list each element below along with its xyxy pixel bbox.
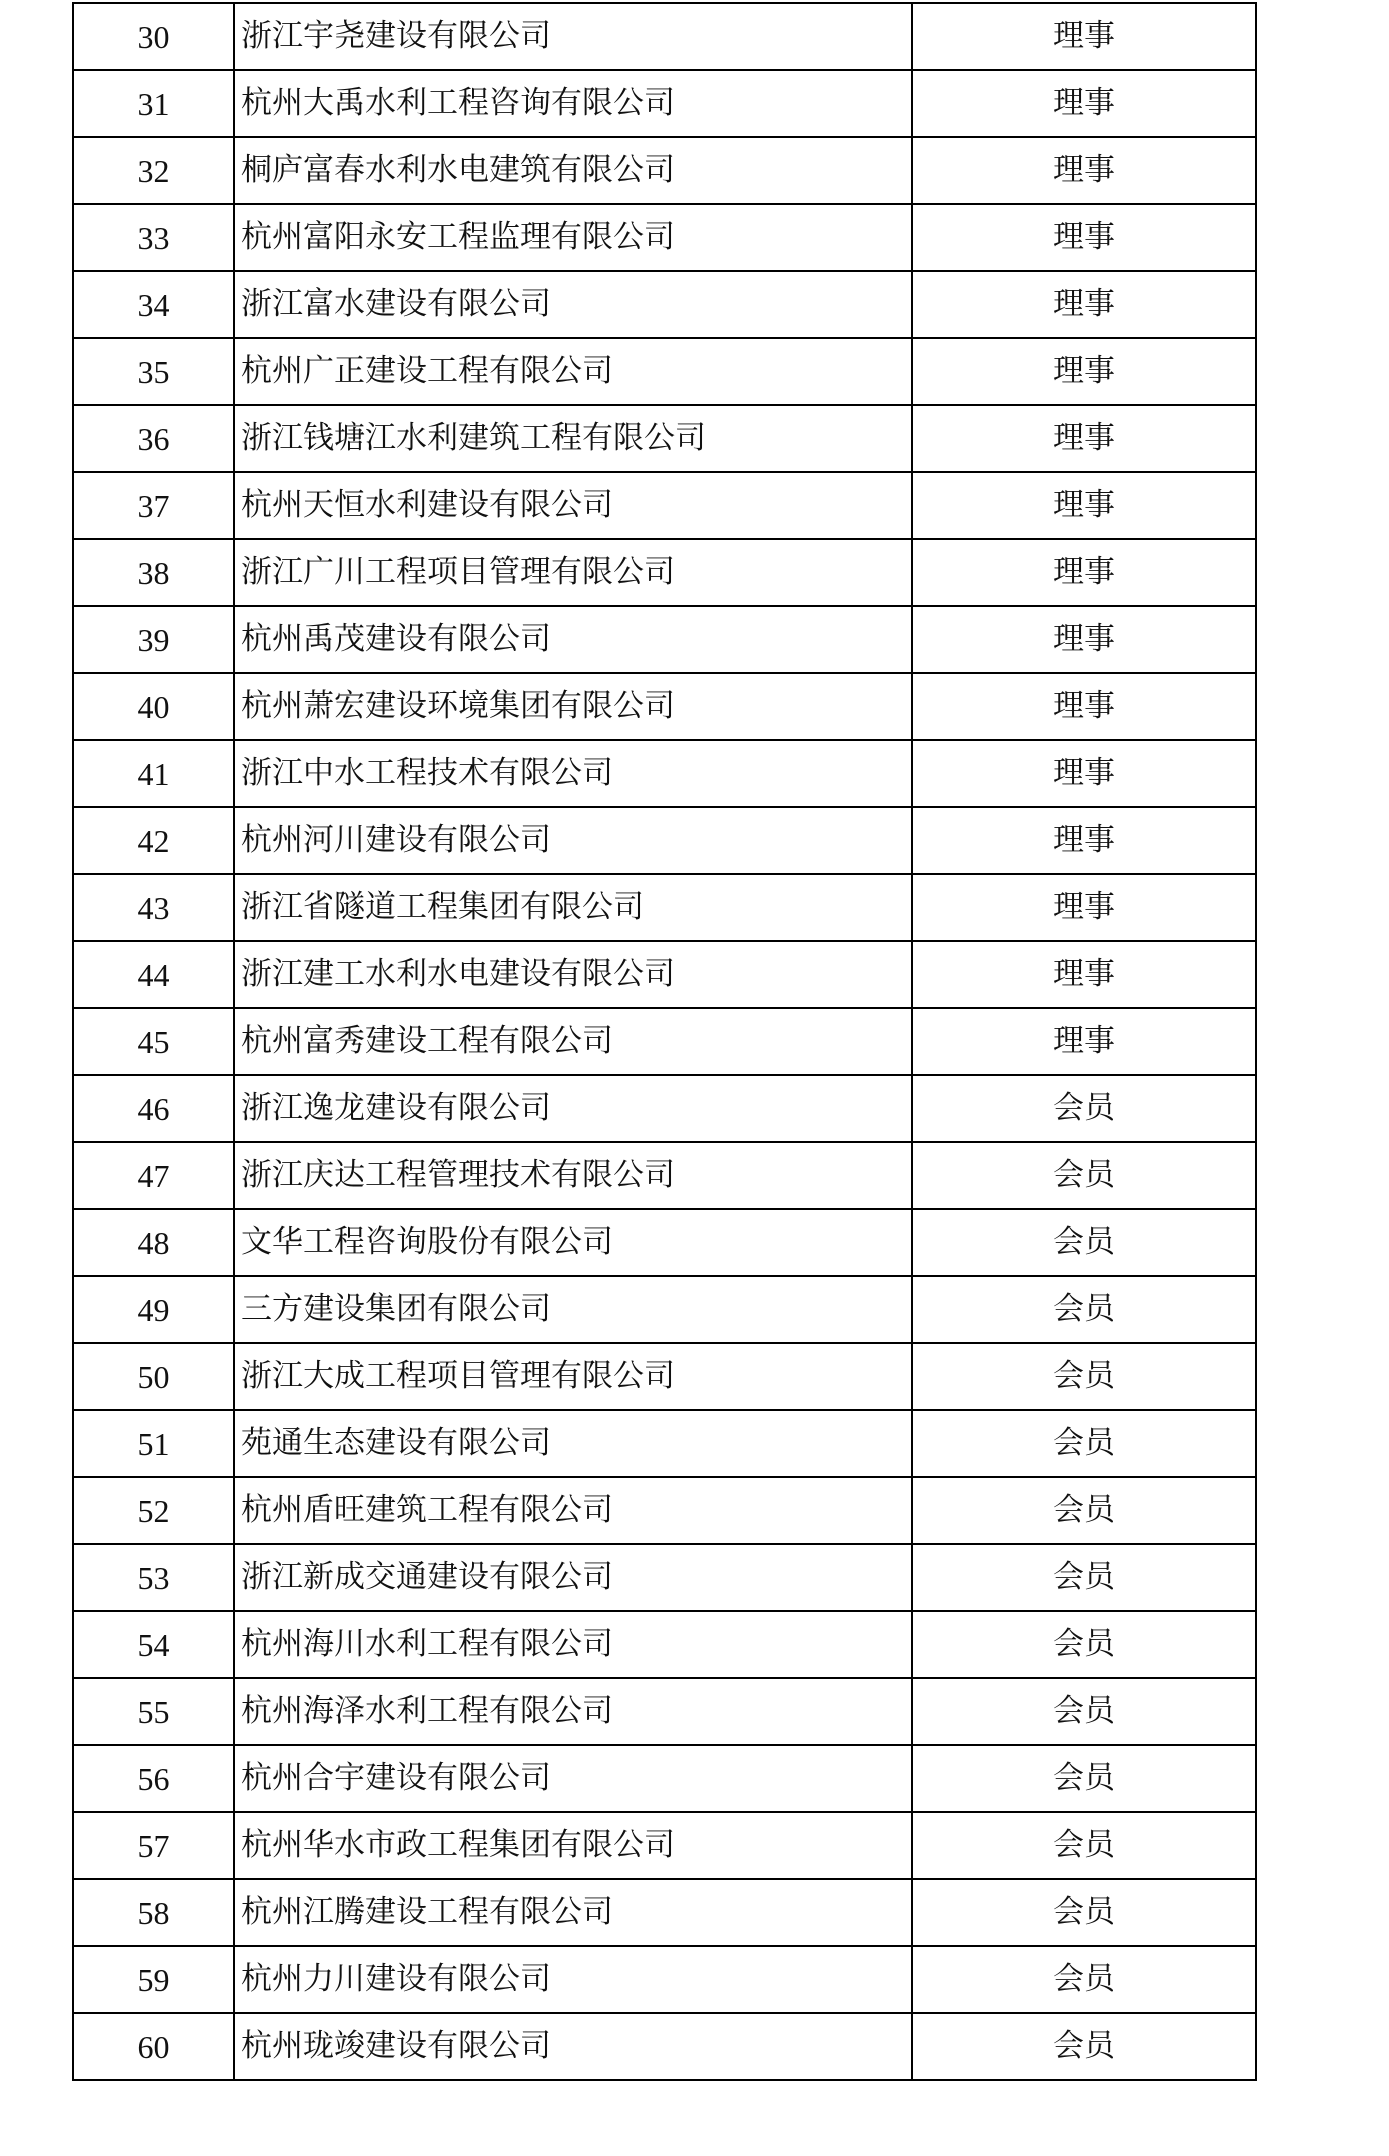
company-name: 杭州华水市政工程集团有限公司 bbox=[234, 1812, 912, 1879]
row-number: 56 bbox=[73, 1745, 234, 1812]
row-number: 49 bbox=[73, 1276, 234, 1343]
member-role: 会员 bbox=[912, 2013, 1256, 2080]
member-role: 理事 bbox=[912, 137, 1256, 204]
company-name: 浙江新成交通建设有限公司 bbox=[234, 1544, 912, 1611]
table-row bbox=[73, 1477, 1256, 1544]
member-role: 会员 bbox=[912, 1477, 1256, 1544]
member-role: 会员 bbox=[912, 1343, 1256, 1410]
member-role: 会员 bbox=[912, 1946, 1256, 2013]
row-number: 31 bbox=[73, 70, 234, 137]
row-number: 44 bbox=[73, 941, 234, 1008]
table-row bbox=[73, 338, 1256, 405]
row-number: 55 bbox=[73, 1678, 234, 1745]
row-number: 48 bbox=[73, 1209, 234, 1276]
table-row bbox=[73, 70, 1256, 137]
row-number: 37 bbox=[73, 472, 234, 539]
table-row bbox=[73, 137, 1256, 204]
member-role: 会员 bbox=[912, 1209, 1256, 1276]
row-number: 43 bbox=[73, 874, 234, 941]
table-row bbox=[73, 941, 1256, 1008]
member-role: 会员 bbox=[912, 1075, 1256, 1142]
member-role: 会员 bbox=[912, 1879, 1256, 1946]
member-role: 会员 bbox=[912, 1276, 1256, 1343]
member-role: 理事 bbox=[912, 70, 1256, 137]
member-role: 会员 bbox=[912, 1678, 1256, 1745]
member-role: 理事 bbox=[912, 472, 1256, 539]
member-role: 理事 bbox=[912, 271, 1256, 338]
table-row bbox=[73, 271, 1256, 338]
company-name: 杭州广正建设工程有限公司 bbox=[234, 338, 912, 405]
row-number: 41 bbox=[73, 740, 234, 807]
member-role: 理事 bbox=[912, 3, 1256, 70]
company-name: 杭州天恒水利建设有限公司 bbox=[234, 472, 912, 539]
row-number: 32 bbox=[73, 137, 234, 204]
table-row bbox=[73, 1343, 1256, 1410]
table-row bbox=[73, 1946, 1256, 2013]
member-role: 理事 bbox=[912, 405, 1256, 472]
company-name: 桐庐富春水利水电建筑有限公司 bbox=[234, 137, 912, 204]
table-row bbox=[73, 740, 1256, 807]
member-role: 会员 bbox=[912, 1544, 1256, 1611]
row-number: 39 bbox=[73, 606, 234, 673]
member-table-body bbox=[73, 3, 1256, 2080]
row-number: 35 bbox=[73, 338, 234, 405]
company-name: 杭州禹茂建设有限公司 bbox=[234, 606, 912, 673]
company-name: 浙江宇尧建设有限公司 bbox=[234, 3, 912, 70]
company-name: 浙江富水建设有限公司 bbox=[234, 271, 912, 338]
member-role: 会员 bbox=[912, 1812, 1256, 1879]
table-row bbox=[73, 1008, 1256, 1075]
row-number: 50 bbox=[73, 1343, 234, 1410]
table-row bbox=[73, 606, 1256, 673]
company-name: 浙江建工水利水电建设有限公司 bbox=[234, 941, 912, 1008]
company-name: 杭州富阳永安工程监理有限公司 bbox=[234, 204, 912, 271]
member-role: 理事 bbox=[912, 740, 1256, 807]
table-row bbox=[73, 3, 1256, 70]
company-name: 杭州大禹水利工程咨询有限公司 bbox=[234, 70, 912, 137]
company-name: 杭州合宇建设有限公司 bbox=[234, 1745, 912, 1812]
company-name: 浙江逸龙建设有限公司 bbox=[234, 1075, 912, 1142]
table-row bbox=[73, 1812, 1256, 1879]
company-name: 杭州珑竣建设有限公司 bbox=[234, 2013, 912, 2080]
company-name: 浙江中水工程技术有限公司 bbox=[234, 740, 912, 807]
member-role: 理事 bbox=[912, 673, 1256, 740]
company-name: 三方建设集团有限公司 bbox=[234, 1276, 912, 1343]
company-name: 杭州河川建设有限公司 bbox=[234, 807, 912, 874]
member-table bbox=[72, 2, 1257, 2081]
row-number: 53 bbox=[73, 1544, 234, 1611]
table-row bbox=[73, 1745, 1256, 1812]
company-name: 杭州力川建设有限公司 bbox=[234, 1946, 912, 2013]
member-role: 理事 bbox=[912, 539, 1256, 606]
table-row bbox=[73, 1142, 1256, 1209]
row-number: 42 bbox=[73, 807, 234, 874]
member-role: 会员 bbox=[912, 1745, 1256, 1812]
table-row bbox=[73, 472, 1256, 539]
company-name: 浙江省隧道工程集团有限公司 bbox=[234, 874, 912, 941]
member-role: 理事 bbox=[912, 941, 1256, 1008]
table-row bbox=[73, 1879, 1256, 1946]
table-row bbox=[73, 204, 1256, 271]
member-role: 会员 bbox=[912, 1611, 1256, 1678]
row-number: 40 bbox=[73, 673, 234, 740]
table-row bbox=[73, 539, 1256, 606]
table-row bbox=[73, 1544, 1256, 1611]
table-row bbox=[73, 874, 1256, 941]
row-number: 38 bbox=[73, 539, 234, 606]
row-number: 51 bbox=[73, 1410, 234, 1477]
company-name: 杭州富秀建设工程有限公司 bbox=[234, 1008, 912, 1075]
row-number: 45 bbox=[73, 1008, 234, 1075]
company-name: 浙江庆达工程管理技术有限公司 bbox=[234, 1142, 912, 1209]
member-role: 理事 bbox=[912, 807, 1256, 874]
company-name: 苑通生态建设有限公司 bbox=[234, 1410, 912, 1477]
member-role: 理事 bbox=[912, 874, 1256, 941]
member-role: 理事 bbox=[912, 1008, 1256, 1075]
company-name: 杭州海泽水利工程有限公司 bbox=[234, 1678, 912, 1745]
company-name: 杭州海川水利工程有限公司 bbox=[234, 1611, 912, 1678]
table-row bbox=[73, 2013, 1256, 2080]
member-role: 理事 bbox=[912, 606, 1256, 673]
member-role: 会员 bbox=[912, 1142, 1256, 1209]
table-row bbox=[73, 673, 1256, 740]
row-number: 54 bbox=[73, 1611, 234, 1678]
row-number: 58 bbox=[73, 1879, 234, 1946]
row-number: 52 bbox=[73, 1477, 234, 1544]
table-row bbox=[73, 1678, 1256, 1745]
table-row bbox=[73, 1410, 1256, 1477]
table-row bbox=[73, 1209, 1256, 1276]
company-name: 文华工程咨询股份有限公司 bbox=[234, 1209, 912, 1276]
table-row bbox=[73, 1075, 1256, 1142]
row-number: 33 bbox=[73, 204, 234, 271]
row-number: 59 bbox=[73, 1946, 234, 2013]
table-row bbox=[73, 1611, 1256, 1678]
table-row bbox=[73, 1276, 1256, 1343]
company-name: 杭州盾旺建筑工程有限公司 bbox=[234, 1477, 912, 1544]
company-name: 浙江广川工程项目管理有限公司 bbox=[234, 539, 912, 606]
row-number: 60 bbox=[73, 2013, 234, 2080]
member-role: 理事 bbox=[912, 204, 1256, 271]
row-number: 47 bbox=[73, 1142, 234, 1209]
member-role: 会员 bbox=[912, 1410, 1256, 1477]
table-row bbox=[73, 405, 1256, 472]
company-name: 浙江大成工程项目管理有限公司 bbox=[234, 1343, 912, 1410]
company-name: 杭州江腾建设工程有限公司 bbox=[234, 1879, 912, 1946]
row-number: 57 bbox=[73, 1812, 234, 1879]
row-number: 46 bbox=[73, 1075, 234, 1142]
row-number: 34 bbox=[73, 271, 234, 338]
member-role: 理事 bbox=[912, 338, 1256, 405]
table-row bbox=[73, 807, 1256, 874]
row-number: 36 bbox=[73, 405, 234, 472]
company-name: 杭州萧宏建设环境集团有限公司 bbox=[234, 673, 912, 740]
row-number: 30 bbox=[73, 3, 234, 70]
company-name: 浙江钱塘江水利建筑工程有限公司 bbox=[234, 405, 912, 472]
